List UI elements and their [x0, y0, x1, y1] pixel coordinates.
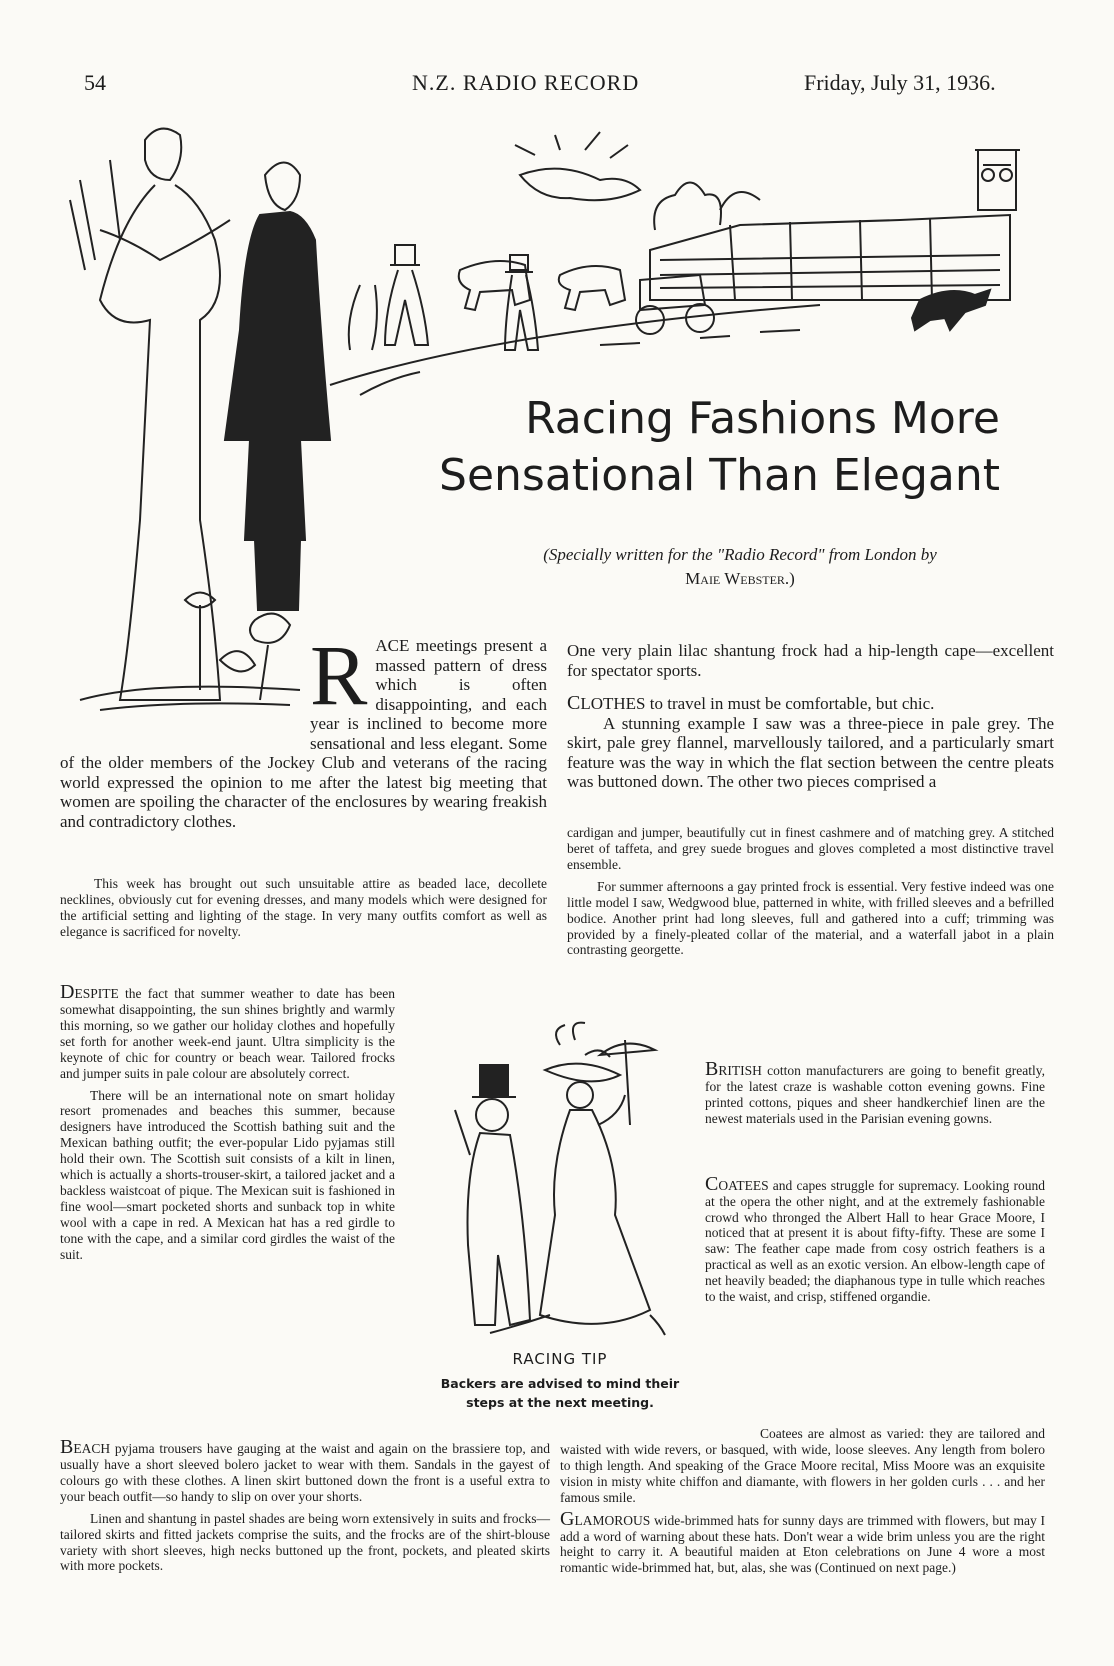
initial-letter: B	[705, 1058, 719, 1080]
page-number: 54	[84, 70, 106, 95]
caption-title: RACING TIP	[512, 1350, 608, 1368]
glamorous-hats-paragraph: GLAMOROUS wide-brimmed hats for sunny days are trimmed with flowers, but may I add a word of warning about these hats. Don't wear a wide brim unless you are the right height to carry it. A beautiful maiden at Eton celebrations on June 4 wore a most romantic wide-brimmed hat, but, alas, she was (Continued on next page.)	[560, 1507, 1045, 1576]
right-middle-column	[705, 1058, 1045, 1311]
clothes-travel-paragraph: CLOTHES to travel in must be comfortable, but chic.	[567, 692, 935, 715]
cartoon-caption	[410, 1350, 710, 1413]
byline	[460, 543, 1020, 591]
coatees-varied-paragraph: Coatees are almost as varied: they are tailored and waisted with wide revers, or basqued, with wide, loose sleeves. Any length from bolero to thigh length. And speaking of the Grace Moore recital, Miss Moore was an exquisite vision in misty white chiffon and diamante, with flowers in her golden curls . . . and her famous smile.	[560, 1426, 1045, 1505]
intro-paragraph: RACE meetings present a massed pattern of dress which is often disappointing, and each year is inclined to become more sensational and less elegant. Some of the older members of the Jockey Club and veterans of the racing world expressed the opinion to me after the latest big meeting that women are spoiling the character of the enclosures by wearing freakish and contradictory clothes.	[60, 627, 547, 831]
cardigan-paragraph: cardigan and jumper, beautifully cut in finest cashmere and of matching grey. A stitched beret of taffeta, and grey suede brogues and gloves completed a most distinctive travel ensemble.	[567, 825, 1054, 872]
right-bottom-column	[560, 1426, 1045, 1582]
drop-cap: R	[310, 627, 368, 723]
caption-line-2: steps at the next meeting.	[466, 1395, 654, 1411]
intro-paragraph-2: This week has brought out such unsuitable attire as beaded lace, decollete necklines, obviously cut for evening dresses, and many models which were designed for the artificial setting and lighting of the stage. In very many outfits comfort as well as elegance is sacrificed for novelty.	[60, 876, 547, 939]
summer-afternoon-paragraph: For summer afternoons a gay printed frock is essential. Very festive indeed was one little model I saw, Wedgwood blue, patterned in white, with frilled sleeves and a befrilled bodice. Another print had long sleeves, full and gathered into a cuff; trimming was provided by a finely-pleated collar of the material, and a waterfall jabot in a plain contrasting georgette.	[567, 878, 1054, 958]
author-name: Maie Webster.)	[685, 568, 795, 588]
publication-name: N.Z. RADIO RECORD	[412, 70, 640, 95]
despite-paragraph: DESPITE the fact that summer weather to date has been somewhat disappointing, the sun shines brightly and warmly this morning, so we gather our holiday clothes and hopefully set forth for another week-end jaunt. Ultra simplicity is the keynote of chic for country or beach wear. Tailored frocks and jumper suits in pale colour are absolutely correct.	[60, 981, 395, 1081]
initial-letter: C	[705, 1172, 719, 1195]
international-paragraph: There will be an international note on smart holiday resort promenades and beaches this summer, because designers have introduced the Scottish bathing suit and the Mexican bathing outfit; the ever-popular Lido pyjamas still hold their own. The Scottish suit consists of a kilt in linen, which is actually a shorts-trouser-skirt, a tailored jacket and a backless waistcoat of pique. The Mexican suit is fashioned in fine wool—smart pocketed shorts and sunback top in white wool with a cape in red. A Mexican hat has a red girdle to tone with the cape, and a similar cord girdles the waist of the suit.	[60, 1087, 395, 1262]
initial-letter: G	[560, 1507, 575, 1530]
article-title	[380, 390, 1000, 504]
linen-shantung-paragraph: Linen and shantung in pastel shades are being worn extensively in suits and frocks—tailored skirts and fitted jackets comprise the suits, and the frocks are of the shirt-blouse variety with short sleeves, high necks buttoned up the front, pockets, and pleated skirts with more pockets.	[60, 1510, 550, 1574]
three-piece-paragraph: A stunning example I saw was a three-piece in pale grey. The skirt, pale grey flannel, marvellously tailored, and a particularly smart feature was the way in which the flat section between the centre pleats was buttoned down. The other two pieces comprised a	[567, 713, 1054, 792]
racing-tip-cartoon	[450, 1015, 670, 1345]
caption-line-1: Backers are advised to mind their	[440, 1376, 680, 1391]
intro-float-spacer	[60, 636, 310, 740]
british-cotton-paragraph: BRITISH cotton manufacturers are going to benefit greatly, for the latest craze is washable cotton evening gowns. Fine printed cottons, piques and sheer handkerchief linen are the newest materials used in the Parisian evening gowns.	[705, 1058, 1045, 1126]
title-line-2: Sensational Than Elegant	[439, 450, 1000, 502]
left-middle-column	[60, 981, 395, 1269]
lilac-paragraph: One very plain lilac shantung frock had a hip-length cape—excellent for spectator sports.	[567, 641, 1054, 680]
issue-date: Friday, July 31, 1936.	[804, 70, 996, 95]
intro-column	[60, 627, 547, 837]
right-top-column	[567, 641, 1054, 798]
initial-letter: C	[567, 692, 581, 715]
right-top-column-small	[567, 825, 1054, 964]
beach-pyjama-paragraph: BEACH pyjama trousers have gauging at the waist and again on the brassiere top, and usually have a short sleeved bolero jacket to wear with them. Sandals in the gayest of colours go with these clothes. A linen skirt buttoned down the front is a useful extra to your beach outfit—so handy to slip on over your shorts.	[60, 1436, 550, 1504]
initial-letter: D	[60, 981, 75, 1003]
left-bottom-column	[60, 1436, 550, 1580]
byline-credit: (Specially written for the "Radio Record" from London by	[543, 545, 937, 564]
coatees-paragraph: COATEES and capes struggle for supremacy. Looking round at the opera the other night, and at the extremely fashionable crowd who thronged the Albert Hall to hear Grace Moore, I noticed that at present it is about fifty-fifty. These are some I saw: The feather cape made from cosy ostrich feathers is a practical as well as an exotic version. An elbow-length cape of net heavily beaded; the diaphanous type in tulle which reaches to the waist, and crisp, stiffened organdie.	[705, 1172, 1045, 1305]
initial-letter: B	[60, 1436, 74, 1458]
title-line-1: Racing Fashions More	[525, 393, 1000, 444]
